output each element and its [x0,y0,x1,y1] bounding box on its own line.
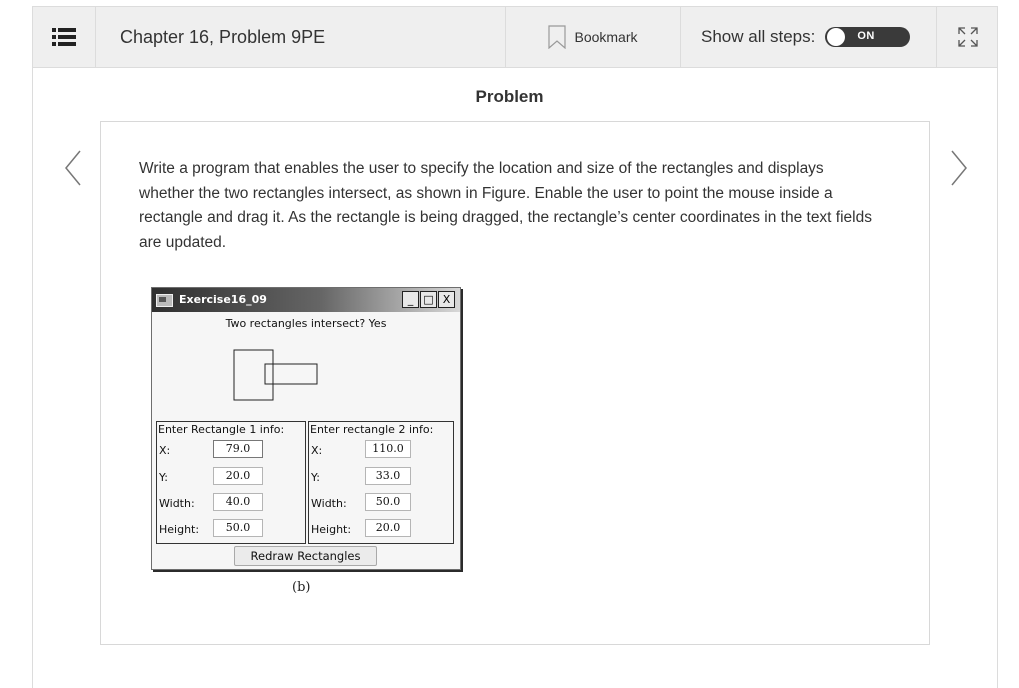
section-title: Problem [475,87,544,106]
rect1-height-field[interactable]: 50.0 [213,519,263,537]
toggle-knob [827,28,845,46]
toggle-state-label: ON [857,30,875,42]
rectangle-1-panel-title: Enter Rectangle 1 info: [158,423,285,436]
bookmark-button[interactable] [506,7,681,67]
bookmark-label: Bookmark [574,29,638,45]
rect1-y-label: Y: [159,471,168,484]
rectangles-canvas [152,336,460,416]
rect2-width-label: Width: [311,497,347,510]
expand-button[interactable] [937,7,999,67]
rect2-height-label: Height: [311,523,352,536]
rect1-x-field[interactable]: 79.0 [213,440,263,458]
bookmark-icon [548,25,566,49]
show-steps-toggle[interactable] [825,27,910,47]
rect1-x-label: X: [159,444,171,457]
chevron-left-icon [58,148,88,188]
previous-button[interactable] [58,148,88,188]
maximize-button[interactable]: □ [420,291,437,308]
show-steps-control [681,7,937,67]
rect1-y-field[interactable]: 20.0 [213,467,263,485]
menu-button[interactable] [33,7,96,67]
window-titlebar [152,288,460,312]
problem-header [32,6,998,68]
expand-icon [956,25,980,49]
rect2-height-field[interactable]: 20.0 [365,519,411,537]
intersect-status: Two rectangles intersect? Yes [225,317,387,330]
rect1-width-label: Width: [159,497,195,510]
redraw-rectangles-button[interactable]: Redraw Rectangles [234,546,377,566]
chevron-right-icon [944,148,974,188]
next-button[interactable] [944,148,974,188]
rect2-x-field[interactable]: 110.0 [365,440,411,458]
app-icon [156,294,173,307]
rect1-height-label: Height: [159,523,200,536]
figure-caption: (b) [292,580,311,595]
rectangle-1[interactable] [234,350,273,400]
rectangle-1-panel [156,421,306,544]
show-steps-label: Show all steps: [701,27,816,46]
close-button[interactable]: X [438,291,455,308]
exercise-window [151,287,461,570]
window-title: Exercise16_09 [179,293,267,306]
rectangle-2-panel-title: Enter rectangle 2 info: [310,423,434,436]
list-icon [52,27,76,47]
rect2-x-label: X: [311,444,323,457]
chapter-title: Chapter 16, Problem 9PE [96,7,506,67]
problem-text: Write a program that enables the user to specify the location and size of the rectangles and displays whether the two rectangles intersect, as shown in Figure. Enable the user to point the mouse inside a rectangle and drag it. As the rectangle is being dragged, the rectangle’s center coordinates in the text fields are updated. [139,160,872,251]
rect2-y-field[interactable]: 33.0 [365,467,411,485]
rect2-width-field[interactable]: 50.0 [365,493,411,511]
rect1-width-field[interactable]: 40.0 [213,493,263,511]
rect2-y-label: Y: [311,471,320,484]
minimize-button[interactable]: _ [402,291,419,308]
rectangle-2-panel [308,421,454,544]
